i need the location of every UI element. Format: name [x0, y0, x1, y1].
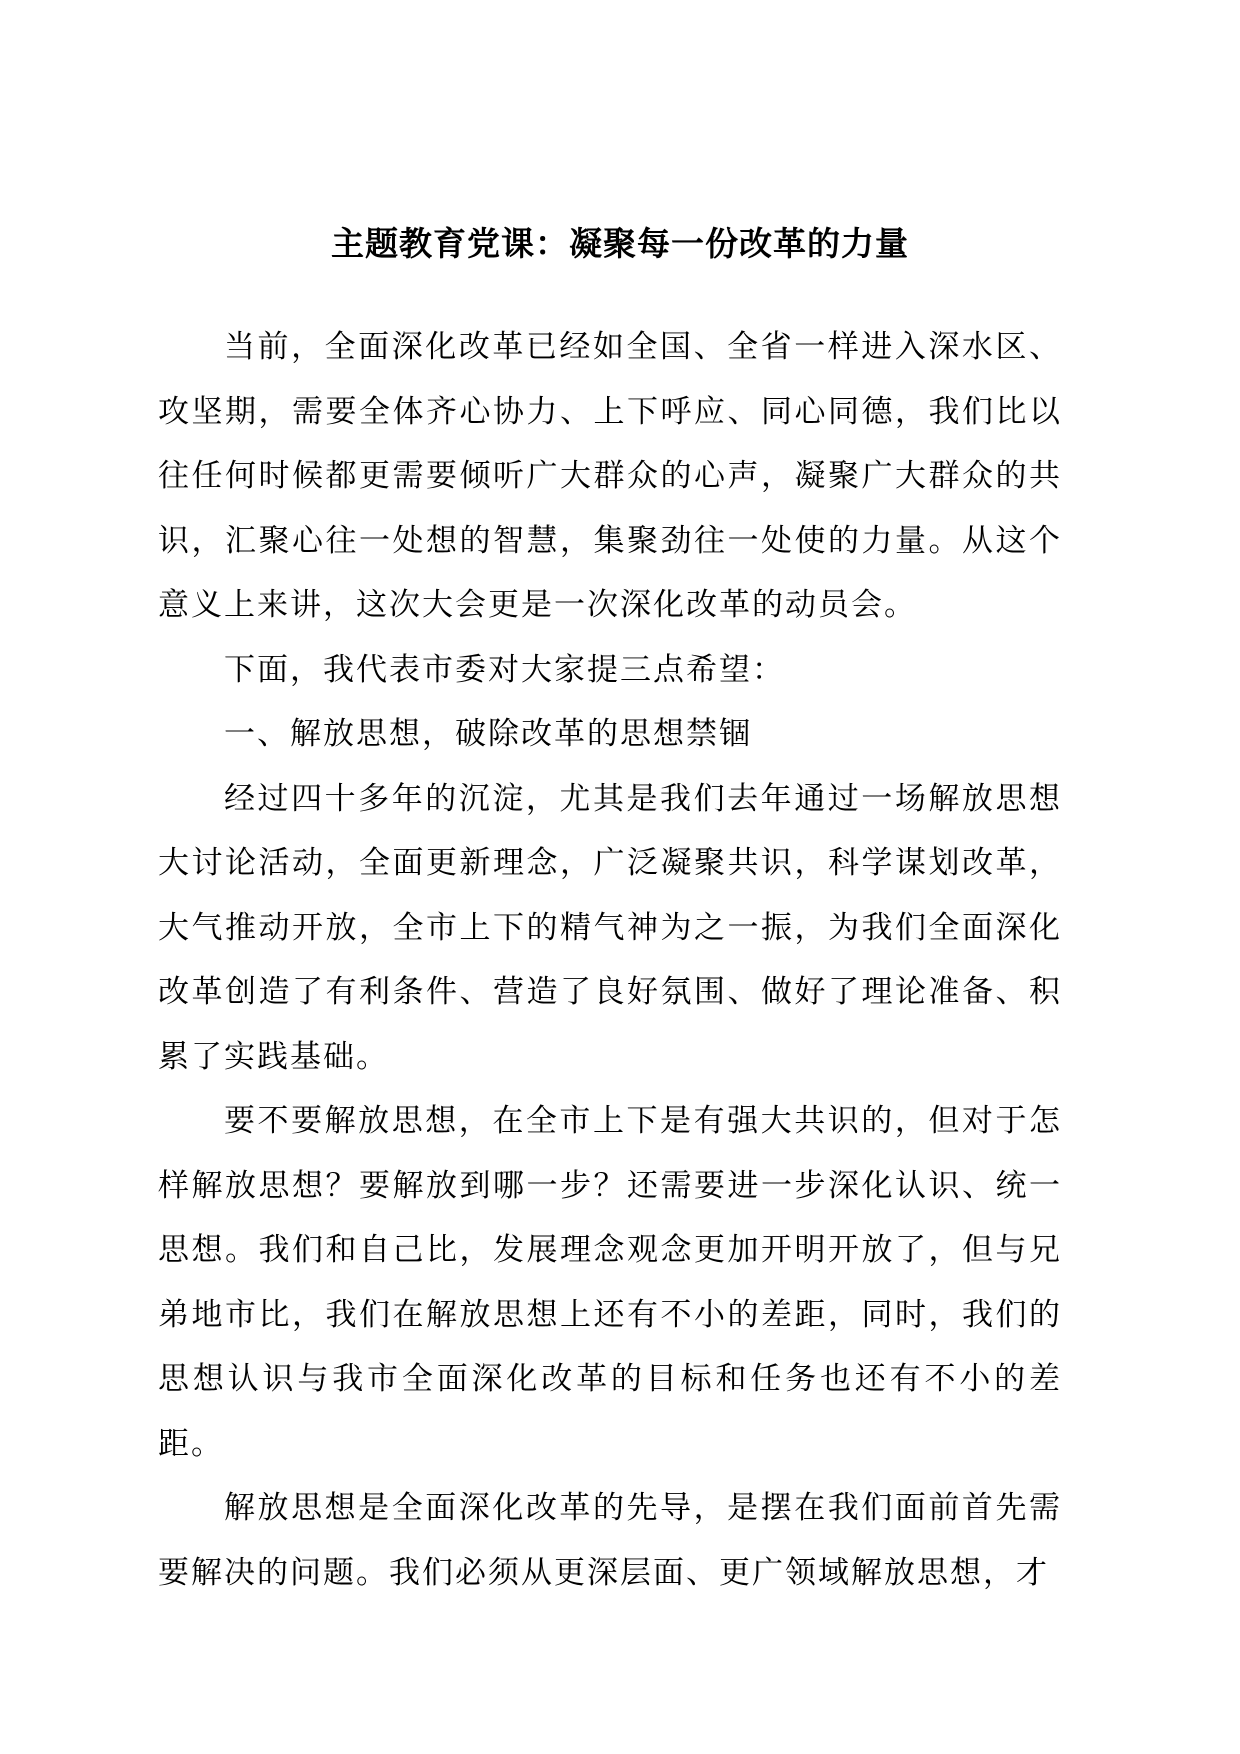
paragraph-4: 要不要解放思想，在全市上下是有强大共识的，但对于怎样解放思想？要解放到哪一步？还需要进一步深化认识、统一思想。我们和自己比，发展理念观念更加开明开放了，但与兄弟地市比，我们在解放思想上还有不小的差距，同时，我们的思想认识与我市全面深化改革的目标和任务也还有不小的差距。 — [158, 1103, 1062, 1462]
document-body — [158, 315, 1062, 1605]
paragraph-1: 当前，全面深化改革已经如全国、全省一样进入深水区、攻坚期，需要全体齐心协力、上下呼应、同心同德，我们比以往任何时候都更需要倾听广大群众的心声，凝聚广大群众的共识，汇聚心往一处想的智慧，集聚劲往一处使的力量。从这个意义上来讲，这次大会更是一次深化改革的动员会。 — [158, 329, 1062, 623]
document-title: 主题教育党课：凝聚每一份改革的力量 — [331, 224, 909, 263]
paragraph-3: 经过四十多年的沉淀，尤其是我们去年通过一场解放思想大讨论活动，全面更新理念，广泛凝聚共识，科学谋划改革，大气推动开放，全市上下的精气神为之一振，为我们全面深化改革创造了有利条件、营造了良好氛围、做好了理论准备、积累了实践基础。 — [158, 780, 1062, 1075]
paragraph-2: 下面，我代表市委对大家提三点希望： — [224, 651, 785, 688]
paragraph-5: 解放思想是全面深化改革的先导，是摆在我们面前首先需要解决的问题。我们必须从更深层面、更广领域解放思想，才 — [158, 1490, 1062, 1591]
section-heading-1: 一、解放思想，破除改革的思想禁锢 — [224, 716, 752, 752]
